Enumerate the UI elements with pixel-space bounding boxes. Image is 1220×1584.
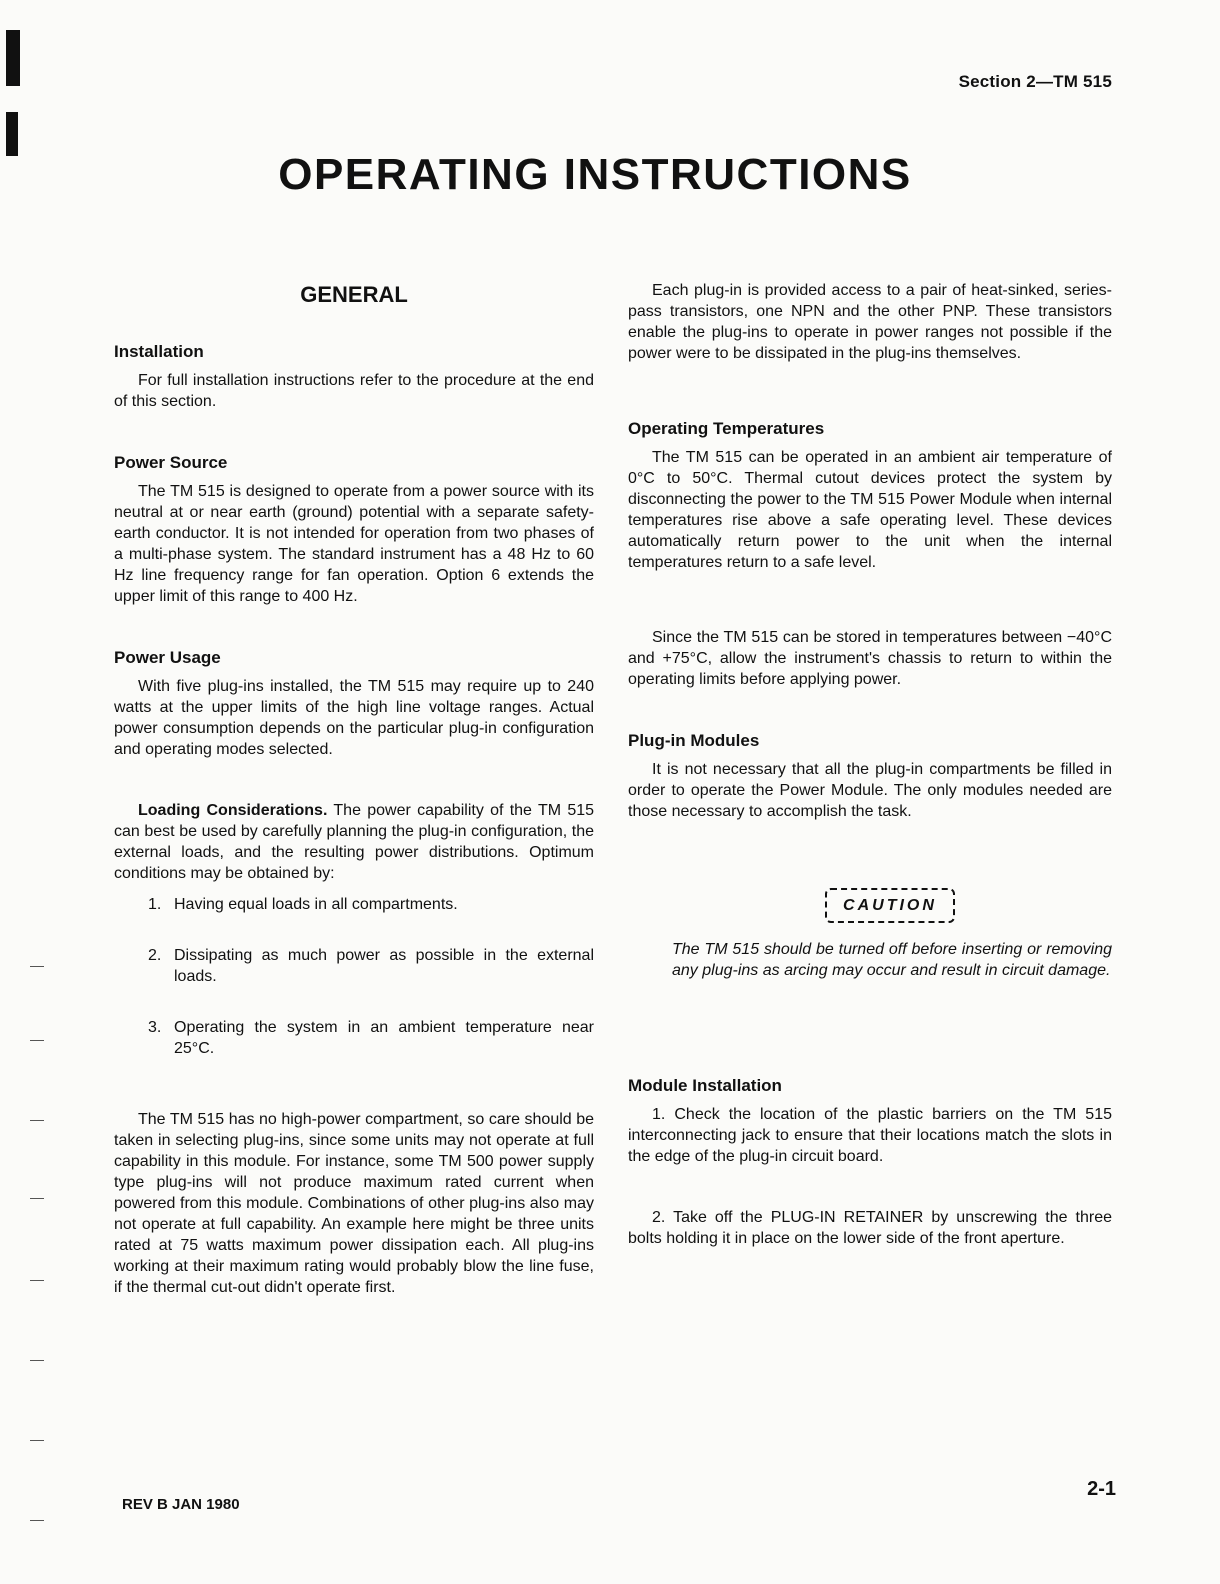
page-title: OPERATING INSTRUCTIONS: [278, 150, 912, 199]
loading-paragraph: [114, 800, 594, 884]
list-item: [148, 1017, 594, 1059]
caution-label: CAUTION: [825, 888, 955, 923]
power-source-heading: Power Source: [114, 453, 228, 472]
list-number: 2.: [148, 947, 162, 964]
revision-footer: REV B JAN 1980: [122, 1496, 240, 1513]
list-text: Having equal loads in all compartments.: [174, 896, 458, 913]
power-source-text: The TM 515 is designed to operate from a power source with its neutral at or near earth (ground) potential with a separate safety-earth conductor. It is not intended for operation from two phases of a multi-phase system. The standard instrument has a 48 Hz to 60 Hz line frequency range for fan operation. Option 6 extends the upper limit of this range to 400 Hz.: [114, 483, 594, 605]
caution-banner: [668, 888, 1112, 923]
module-installation-step-2: 2. Take off the PLUG-IN RETAINER by unscrewing the three bolts holding it in place on the lower side of the front aperture.: [628, 1209, 1112, 1247]
list-item: [148, 945, 594, 987]
caution-text: The TM 515 should be turned off before inserting or removing any plug-ins as arcing may occur and result in circuit damage.: [672, 941, 1112, 979]
margin-tick: [30, 966, 44, 967]
margin-tick: [30, 1440, 44, 1441]
section-header: Section 2—TM 515: [958, 72, 1112, 91]
loading-list: [114, 894, 594, 1059]
left-column: [114, 280, 594, 1298]
plugin-modules-text: It is not necessary that all the plug-in compartments be filled in order to operate the Power Module. The only modules needed are those necessary to accomplish the task.: [628, 761, 1112, 820]
list-item: [148, 894, 594, 915]
loading-runin: Loading Considerations.: [138, 802, 328, 819]
margin-tick: [30, 1120, 44, 1121]
margin-tick: [30, 1198, 44, 1199]
module-installation-heading: Module Installation: [628, 1076, 782, 1095]
power-usage-heading: Power Usage: [114, 648, 221, 667]
high-power-text: The TM 515 has no high-power compartment, so care should be taken in selecting plug-ins, since some units may not operate at full capability in this module. For instance, some TM 500 power supply type plug-ins will not produce maximum rated current when powered from this module. Combinations of other plug-ins also may not operate at full capability. An example here might be three units rated at 75 watts maximum power dissipation each. All plug-ins working at their maximum rating would probably blow the line fuse, if the thermal cut-out didn't operate first.: [114, 1111, 594, 1296]
temperatures-text: The TM 515 can be operated in an ambient air temperature of 0°C to 50°C. Thermal cutout devices protect the system by disconnecting the power to the TM 515 Power Module when internal temperatures rise above a safe operating level. These devices automatically return power to the unit when the internal temperatures return to a safe level.: [628, 449, 1112, 571]
storage-text: Since the TM 515 can be stored in temperatures between −40°C and +75°C, allow the instrument's chassis to return to within the operating limits before applying power.: [628, 629, 1112, 688]
installation-heading: Installation: [114, 342, 204, 361]
loading-text: The power capability of the TM 515 can best be used by carefully planning the plug-in configuration, the external loads, and the resulting power distributions. Optimum conditions may be obtained by:: [114, 802, 595, 882]
list-number: 1.: [148, 896, 162, 913]
general-heading: GENERAL: [300, 282, 408, 307]
power-usage-text: With five plug-ins installed, the TM 515 may require up to 240 watts at the upper limits of the high line voltage ranges. Actual power consumption depends on the particular plug-in configuration and operating modes selected.: [114, 678, 594, 758]
margin-tick: [30, 1040, 44, 1041]
plugin-modules-heading: Plug-in Modules: [628, 731, 760, 750]
module-installation-step-1: 1. Check the location of the plastic barriers on the TM 515 interconnecting jack to ensure that their locations match the slots in the edge of the plug-in circuit board.: [628, 1106, 1112, 1165]
margin-tick: [30, 1520, 44, 1521]
list-text: Operating the system in an ambient temperature near 25°C.: [174, 1019, 594, 1057]
right-column: [628, 280, 1112, 1249]
transistors-text: Each plug-in is provided access to a pair of heat-sinked, series-pass transistors, one NPN and the other PNP. These transistors enable the plug-ins to operate in power ranges not possible if the power were to be dissipated in the plug-ins themselves.: [628, 282, 1112, 362]
list-text: Dissipating as much power as possible in the external loads.: [174, 947, 594, 985]
list-number: 3.: [148, 1019, 162, 1036]
page-number: 2-1: [1087, 1478, 1116, 1500]
margin-tick: [30, 1280, 44, 1281]
temperatures-heading: Operating Temperatures: [628, 419, 825, 438]
installation-text: For full installation instructions refer to the procedure at the end of this section.: [114, 372, 594, 410]
margin-tick: [30, 1360, 44, 1361]
binding-mark: [6, 30, 20, 86]
